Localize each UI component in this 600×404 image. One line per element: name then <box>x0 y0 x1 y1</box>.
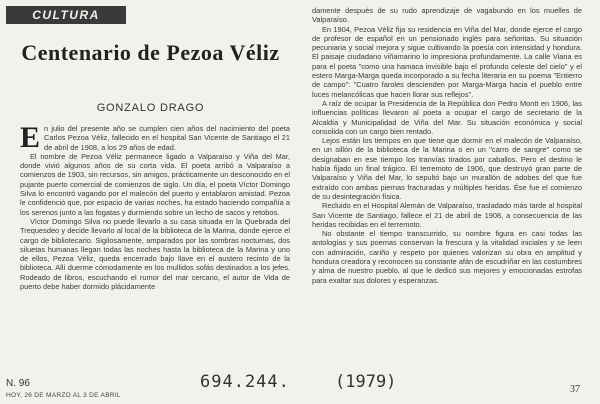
paragraph: Víctor Domingo Silva no puede llevarlo a su casa situada en la Quebrada del Trequesdeo y decide llevarlo al local de la biblioteca de la Marina, donde ejerce el cargo de bibliotecario. Sigilosamente, amparados por las sombras nocturnas, dos siluetas humanas llegan todas las noches hasta la biblioteca de la Marina y uno de ellos, Pezoa Véliz, queda encerrado bajo llave en el austero recinto de la biblioteca. Allí duerme cómodamente en los mullidos sofás destinados a los jefes. Rodeado de libros, escuchando el rumor del mar cercano, el autor de Vida de puerto debe haber dormido plácidamente <box>20 216 290 292</box>
issue-date: HOY, 26 DE MARZO AL 3 DE ABRIL <box>6 392 121 399</box>
paragraph: Lejos están los tiempos en que tiene que dormir en el malecón de Valparaíso, en un sillón de la biblioteca de la Marina o en un "carro de sangre" como se designaban en ese tiempo los tranvías tirados por caballos. Pero el destino le había fijado un final trágico. El terremoto de 1906, que destruyó gran parte de Valparaíso y Viña del Mar, lo sepultó bajo un murallón de adobes del que fue extraído con ambas piernas fracturadas y múltiples heridas. Ése fue el comienzo de su desintegración física. <box>312 136 582 201</box>
article-column-left <box>20 121 290 292</box>
section-tag: CULTURA <box>6 6 126 24</box>
author-byline: GONZALO DRAGO <box>96 102 205 114</box>
headline: Centenario de Pezoa Véliz <box>21 40 280 65</box>
paragraph: El nombre de Pezoa Véliz permanece ligado a Valparaíso y Viña del Mar, donde vivió algunos años de su corta vida. El poeta arribó a Valparaíso a comienzos de 1903, sin recursos, sin amigos, prácticamente un desconocido en el pujante puerto comercial de comienzos de siglo. Un día, el poeta Víctor Domingo Silva lo encontró vagando por el malecón del puerto y entablaron amistad. Pezoa le confidenció que, por espacio de varias noches, ha estado haciendo compañía a los serenos junto a las fogatas y durmiendo sobre un lecho de sacos y retobos. <box>20 151 290 217</box>
handwritten-year: (1979) <box>335 372 397 392</box>
page-number: 37 <box>570 384 580 395</box>
paragraph: En 1904, Pezoa Véliz fija su residencia en Viña del Mar, donde ejerce el cargo de profesor de español en un pensionado inglés para señoritas. Su situación pecuniaria y social mejora y sigue cultivando la poesía con intensidad y hondura. El paisaje ciudadano viñamarino lo impresiona profundamente. La calle Viana es para el poeta "como una hamaca invisible bajo el profundo celeste del cielo" y el estero Marga-Marga queda incorporado a su fecha literaria en su poema "Entierro de campo": "Cuatro faroles descienden por Marga-Marga hacia el pueblo entre luces melancólicas que hacen llorar sus reflejos". <box>312 24 582 99</box>
paragraph: No obstante el tiempo transcurrido, su nombre figura en casi todas las antologías y sus poemas conservan la frescura y la vitalidad iniciales y se leen con admiración, cariño y respeto por quienes valorizan su obra en amplitud y hondura creadora y reconocen su constante afán de escudriñar en las costumbres y alma de nuestro pueblo, al que le dedicó sus mejores y emocionadas estrofas para exaltar sus dolores y esperanzas. <box>312 229 582 285</box>
handwritten-code: 694.244. <box>200 372 290 392</box>
paragraph: Recluido en el Hospital Alemán de Valparaíso, trasladado más tarde al hospital San Vicente de Santiago, fallece el 21 de abril de 1908, a consecuencia de las heridas recibidas en el terremoto. <box>312 201 582 229</box>
article-column-right <box>312 6 582 285</box>
paragraph: A raíz de ocupar la Presidencia de la República don Pedro Montt en 1906, las influencias políticas llevaron al poeta a ocupar el cargo de secretario de la Alcaldía y Municipalidad de Viña del Mar. Su situación económica y social consolida con un cargo bien rentado. <box>312 98 582 136</box>
issue-number: N. 96 <box>6 378 30 389</box>
paragraph: En julio del presente año se cumplen cien años del nacimiento del poeta Carlos Pezoa Véliz, fallecido en el hospital San Vicente de Santiago el 21 de abril de 1908, a los 29 años de edad. <box>20 121 290 154</box>
drop-cap: E <box>20 121 41 154</box>
paragraph: damente después de su rudo aprendizaje de vagabundo en los muelles de Valparaíso. <box>312 6 582 25</box>
